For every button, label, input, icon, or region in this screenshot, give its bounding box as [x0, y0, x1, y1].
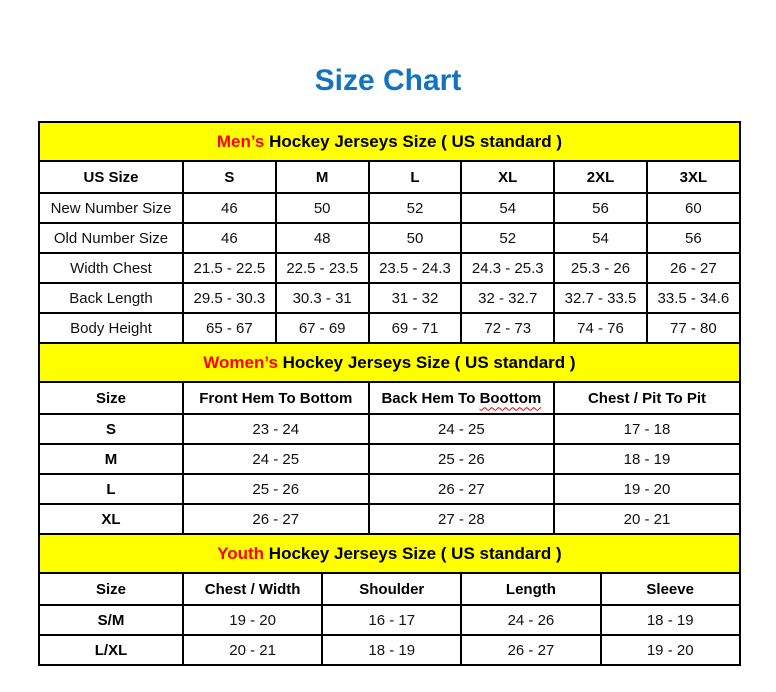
mens-section-rest: Hockey Jerseys Size ( US standard ): [264, 131, 563, 151]
data-cell: 21.5 - 22.5: [183, 253, 276, 283]
data-cell: 18 - 19: [601, 605, 740, 635]
mens-colhead-row: [39, 161, 740, 193]
data-cell: 23.5 - 24.3: [369, 253, 462, 283]
col-header: Chest / Pit To Pit: [554, 382, 740, 414]
table-row: [39, 444, 740, 474]
womens-section-row: [39, 343, 740, 382]
row-label: M: [39, 444, 183, 474]
mens-section-highlight: Men’s: [216, 131, 265, 151]
youth-section-rest: Hockey Jerseys Size ( US standard ): [264, 543, 562, 563]
row-label: Back Length: [39, 283, 183, 313]
data-cell: 16 - 17: [322, 605, 461, 635]
col-header-text: Back Hem To: [381, 389, 480, 407]
womens-section-rest: Hockey Jerseys Size ( US standard ): [277, 352, 576, 372]
spellcheck-squiggle-word: Boottom: [479, 389, 542, 407]
data-cell: 33.5 - 34.6: [647, 283, 740, 313]
data-cell: 50: [276, 193, 369, 223]
data-cell: 25.3 - 26: [554, 253, 647, 283]
data-cell: 25 - 26: [183, 474, 369, 504]
data-cell: 24 - 25: [183, 444, 369, 474]
data-cell: 24.3 - 25.3: [461, 253, 554, 283]
data-cell: 50: [369, 223, 462, 253]
row-label: S/M: [39, 605, 183, 635]
data-cell: 26 - 27: [369, 474, 555, 504]
data-cell: 46: [183, 223, 276, 253]
data-cell: 65 - 67: [183, 313, 276, 343]
data-cell: 18 - 19: [554, 444, 740, 474]
data-cell: 30.3 - 31: [276, 283, 369, 313]
table-row: [39, 313, 740, 343]
data-cell: 19 - 20: [183, 605, 322, 635]
col-header: L: [369, 161, 462, 193]
data-cell: 19 - 20: [601, 635, 740, 665]
data-cell: 74 - 76: [554, 313, 647, 343]
data-cell: 26 - 27: [461, 635, 600, 665]
data-cell: 69 - 71: [369, 313, 462, 343]
data-cell: 20 - 21: [554, 504, 740, 534]
col-header: Chest / Width: [183, 573, 322, 605]
data-cell: 24 - 25: [369, 414, 555, 444]
table-row: [39, 635, 740, 665]
col-header: M: [276, 161, 369, 193]
col-header: Size: [39, 382, 183, 414]
col-header: XL: [461, 161, 554, 193]
row-label: Width Chest: [39, 253, 183, 283]
col-header: Shoulder: [322, 573, 461, 605]
page-title: Size Chart: [314, 64, 462, 97]
row-label: Body Height: [39, 313, 183, 343]
row-label: Old Number Size: [39, 223, 183, 253]
col-header-misspelled: [369, 382, 555, 414]
data-cell: 20 - 21: [183, 635, 322, 665]
data-cell: 22.5 - 23.5: [276, 253, 369, 283]
youth-section-row: [39, 534, 740, 573]
data-cell: 54: [554, 223, 647, 253]
data-cell: 72 - 73: [461, 313, 554, 343]
row-label: L/XL: [39, 635, 183, 665]
data-cell: 19 - 20: [554, 474, 740, 504]
table-row: [39, 504, 740, 534]
table-row: [39, 193, 740, 223]
data-cell: 56: [647, 223, 740, 253]
row-label: XL: [39, 504, 183, 534]
table-row: [39, 223, 740, 253]
col-header: Size: [39, 573, 183, 605]
data-cell: 52: [461, 223, 554, 253]
mens-section-header: [39, 122, 740, 161]
data-cell: 32 - 32.7: [461, 283, 554, 313]
womens-colhead-row: [39, 382, 740, 414]
data-cell: 26 - 27: [183, 504, 369, 534]
data-cell: 17 - 18: [554, 414, 740, 444]
data-cell: 32.7 - 33.5: [554, 283, 647, 313]
womens-section-highlight: Women’s: [203, 352, 278, 372]
col-header: 3XL: [647, 161, 740, 193]
col-header: Sleeve: [601, 573, 740, 605]
data-cell: 67 - 69: [276, 313, 369, 343]
col-header: US Size: [39, 161, 183, 193]
data-cell: 26 - 27: [647, 253, 740, 283]
youth-section-header: [39, 534, 740, 573]
row-label: L: [39, 474, 183, 504]
data-cell: 23 - 24: [183, 414, 369, 444]
row-label: New Number Size: [39, 193, 183, 223]
data-cell: 27 - 28: [369, 504, 555, 534]
table-row: [39, 283, 740, 313]
col-header: S: [183, 161, 276, 193]
table-row: [39, 253, 740, 283]
col-header: Front Hem To Bottom: [183, 382, 369, 414]
youth-section-highlight: Youth: [217, 543, 265, 563]
row-label: S: [39, 414, 183, 444]
col-header: 2XL: [554, 161, 647, 193]
data-cell: 31 - 32: [369, 283, 462, 313]
table-row: [39, 414, 740, 444]
data-cell: 56: [554, 193, 647, 223]
size-chart-table: [38, 121, 741, 666]
data-cell: 52: [369, 193, 462, 223]
data-cell: 18 - 19: [322, 635, 461, 665]
data-cell: 60: [647, 193, 740, 223]
data-cell: 25 - 26: [369, 444, 555, 474]
col-header: Length: [461, 573, 600, 605]
data-cell: 77 - 80: [647, 313, 740, 343]
table-row: [39, 474, 740, 504]
data-cell: 46: [183, 193, 276, 223]
data-cell: 24 - 26: [461, 605, 600, 635]
womens-section-header: [39, 343, 740, 382]
data-cell: 54: [461, 193, 554, 223]
data-cell: 29.5 - 30.3: [183, 283, 276, 313]
mens-section-row: [39, 122, 740, 161]
data-cell: 48: [276, 223, 369, 253]
table-row: [39, 605, 740, 635]
youth-colhead-row: [39, 573, 740, 605]
